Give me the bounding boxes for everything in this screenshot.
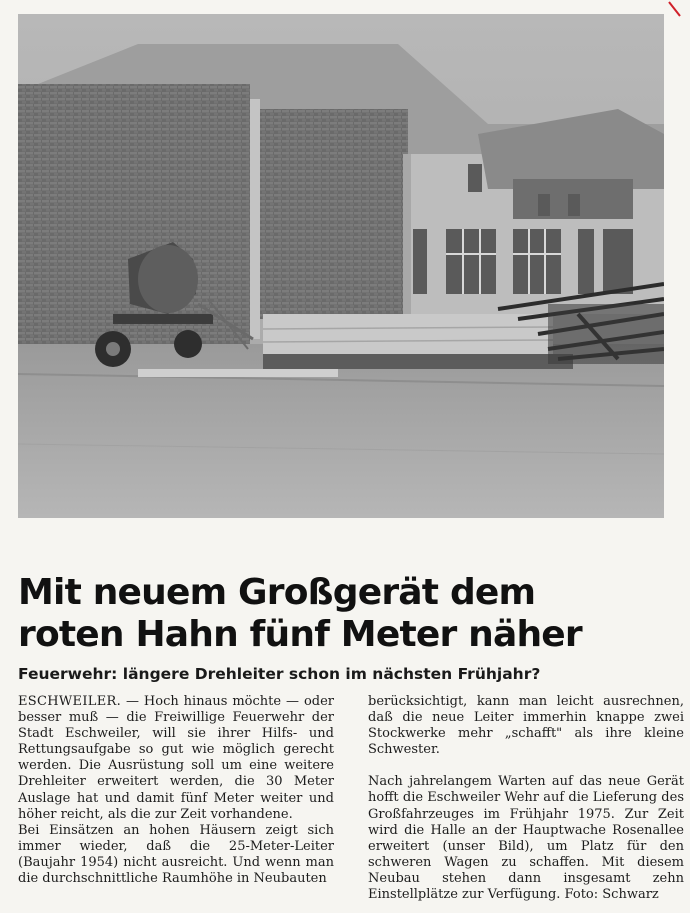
paragraph: berücksichtigt, kann man leicht ausrechnen, daß die neue Leiter immerhin knappe zwei Stockwerke mehr „schafft" als ihre kleine Schwester. — [368, 694, 684, 758]
red-corner-mark — [668, 0, 682, 18]
dateline: ESCHWEILER. — [18, 694, 122, 709]
paragraph: Nach jahrelangem Warten auf das neue Gerät hofft die Eschweiler Wehr auf die Lieferung des Großfahrzeuges im Frühjahr 1975. Zur Zeit wird die Halle an der Hauptwache Rosenallee erweitert (unser Bild), um Platz für den schweren Wagen zu schaffen. Mit diesem Neubau stehen dann insgesamt zehn Einstellplätze zur Verfügung. Foto: Schwarz — [368, 774, 684, 903]
article-column-right — [368, 694, 684, 903]
construction-site-photo — [18, 14, 664, 518]
article-column-left — [18, 694, 334, 887]
paragraph-text: — Hoch hinaus möchte — oder besser muß — die Freiwillige Feuerwehr der Stadt Eschweiler, will sie ihrer Hilfs- und Rettungsaufgabe so gut wie möglich gerecht werden. Die Ausrüstung soll um eine weitere Drehleiter erweitert werden, die 30 Meter Auslage hat und damit fünf Meter weiter und höher reicht, als die zur Zeit vorhandene. — [18, 694, 334, 822]
article-headline — [18, 572, 678, 656]
headline-line-1: Mit neuem Großgerät dem — [18, 572, 536, 613]
article-photo — [18, 14, 664, 518]
headline-line-2: roten Hahn fünf Meter näher — [18, 614, 582, 655]
paragraph: Bei Einsätzen an hohen Häusern zeigt sich immer wieder, daß die 25-Meter-Leiter (Baujahr 1954) nicht ausreicht. Und wenn man die durchschnittliche Raumhöhe in Neubauten — [18, 822, 334, 887]
paragraph — [18, 694, 334, 823]
paragraph-spacer — [368, 758, 684, 774]
article-subheadline: Feuerwehr: längere Drehleiter schon im nächsten Frühjahr? — [18, 665, 541, 683]
